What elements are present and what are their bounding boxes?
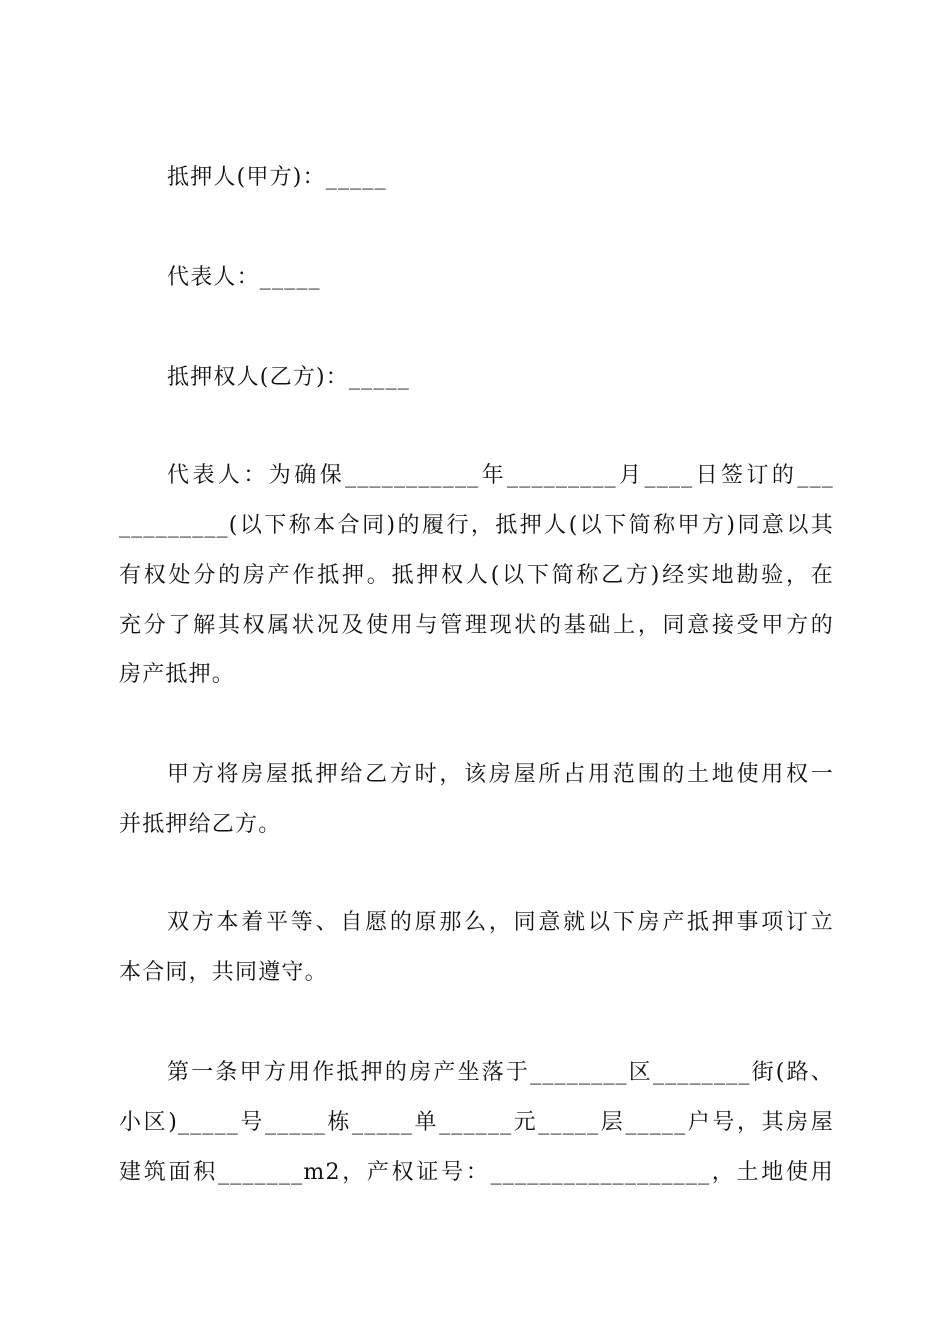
land-use-paragraph-line-2: 并抵押给乙方。 xyxy=(119,812,282,837)
agreement-paragraph-line-1: 双方本着平等、自愿的原那么，同意就以下房产抵押事项订立 xyxy=(167,910,834,935)
mortgagee-line: 抵押权人(乙方)：_____ xyxy=(167,365,410,390)
article-one-line-1: 第一条甲方用作抵押的房产坐落于________区________街(路、 xyxy=(167,1060,834,1085)
mortgagor-line: 抵押人(甲方)：_____ xyxy=(167,165,387,190)
preamble-line-1: 代表人：为确保___________年_________月____日签订的___ xyxy=(167,463,834,488)
mortgagor-representative-line: 代表人：_____ xyxy=(167,265,321,290)
preamble-line-2: _________(以下称本合同)的履行，抵押人(以下简称甲方)同意以其 xyxy=(119,513,834,538)
preamble-line-4: 充分了解其权属状况及使用与管理现状的基础上，同意接受甲方的 xyxy=(119,613,834,638)
agreement-paragraph-line-2: 本合同，共同遵守。 xyxy=(119,960,328,985)
preamble-line-5: 房产抵押。 xyxy=(119,662,236,687)
preamble-line-3: 有权处分的房产作抵押。抵押权人(以下简称乙方)经实地勘验，在 xyxy=(119,563,834,588)
article-one-line-3: 建筑面积_______m2，产权证号：__________________，土地使用 xyxy=(119,1160,834,1185)
article-one-line-2: 小区)_____号_____栋_____单______元_____层_____户号，其房屋 xyxy=(119,1110,834,1135)
land-use-paragraph-line-1: 甲方将房屋抵押给乙方时，该房屋所占用范围的土地使用权一 xyxy=(167,762,834,787)
